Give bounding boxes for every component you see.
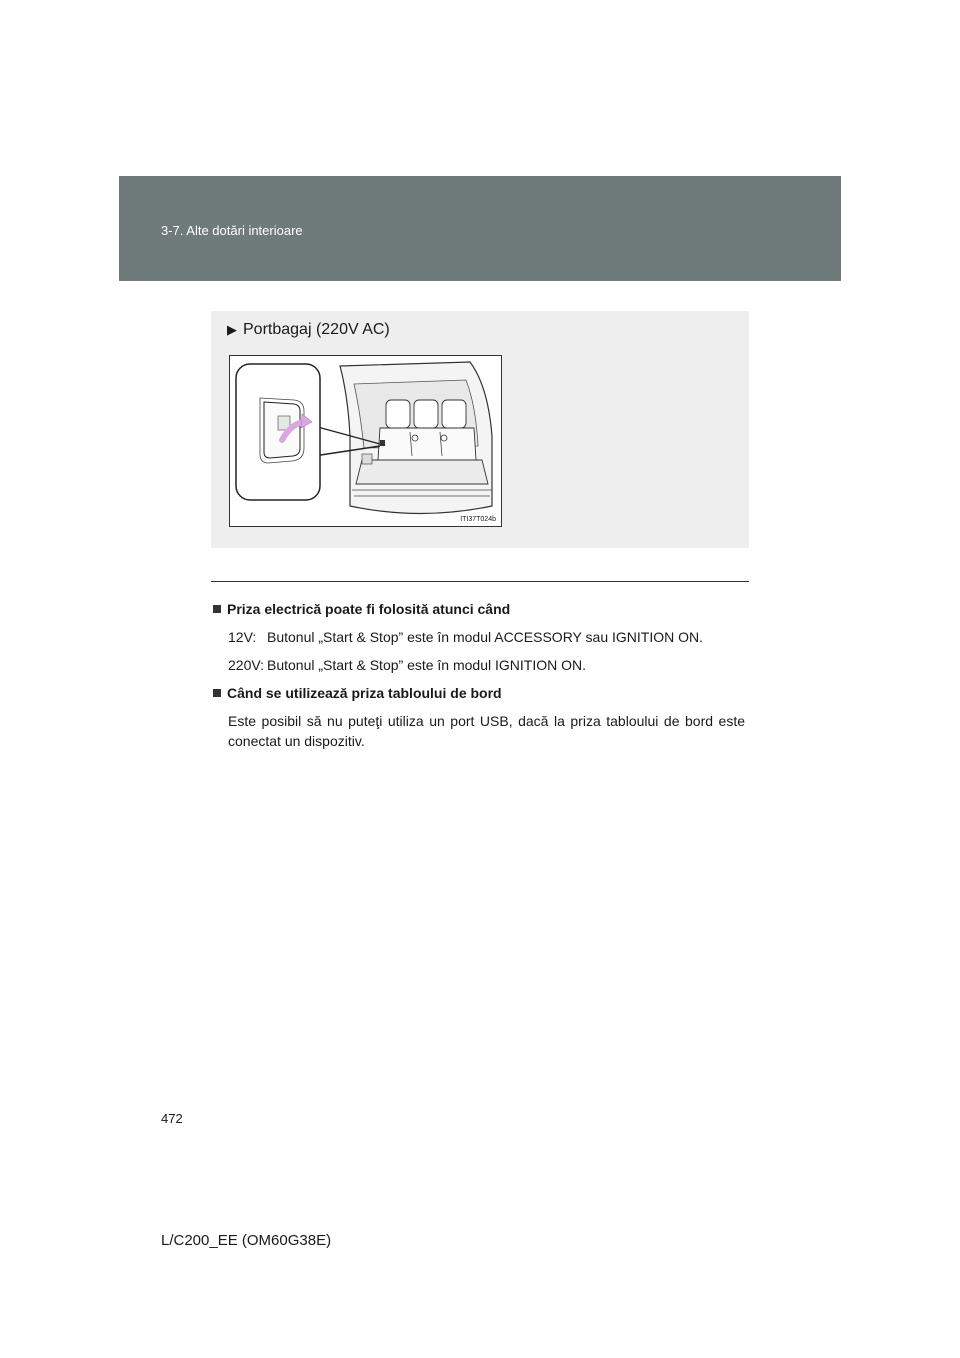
page-number: 472	[161, 1111, 183, 1126]
note-heading-dashboard: Când se utilizează priza tabloului de bord	[213, 683, 745, 703]
note-row-12v	[228, 627, 745, 647]
square-bullet-icon	[213, 689, 221, 697]
row-text: Butonul „Start & Stop” este în modul ACCESSORY sau IGNITION ON.	[267, 629, 703, 645]
panel-title-text: Portbagaj (220V AC)	[243, 321, 390, 338]
notes-content	[213, 599, 745, 757]
luggage-compartment-illustration	[230, 356, 501, 526]
document-code: L/C200_EE (OM60G38E)	[161, 1232, 332, 1249]
section-title: 3-7. Alte dotări interioare	[161, 223, 303, 238]
square-bullet-icon	[213, 605, 221, 613]
triangle-bullet-icon: ▶	[227, 322, 237, 337]
luggage-outlet-figure	[229, 355, 502, 527]
note-row-220v	[228, 655, 745, 675]
note-heading-usage: Priza electrică poate fi folosită atunci când	[213, 599, 745, 619]
figure-code: ITI37T024b	[460, 516, 496, 523]
row-label: 12V:	[228, 629, 257, 645]
note-paragraph: Este posibil să nu puteţi utiliza un port USB, dacă la priza tabloului de bord este conectat un dispozitiv.	[228, 713, 745, 749]
section-divider	[211, 581, 749, 582]
row-text: Butonul „Start & Stop” este în modul IGNITION ON.	[267, 657, 587, 673]
row-label: 220V:	[228, 657, 265, 673]
section-header	[119, 176, 841, 281]
illustration-panel	[211, 311, 749, 548]
panel-title	[227, 321, 390, 339]
